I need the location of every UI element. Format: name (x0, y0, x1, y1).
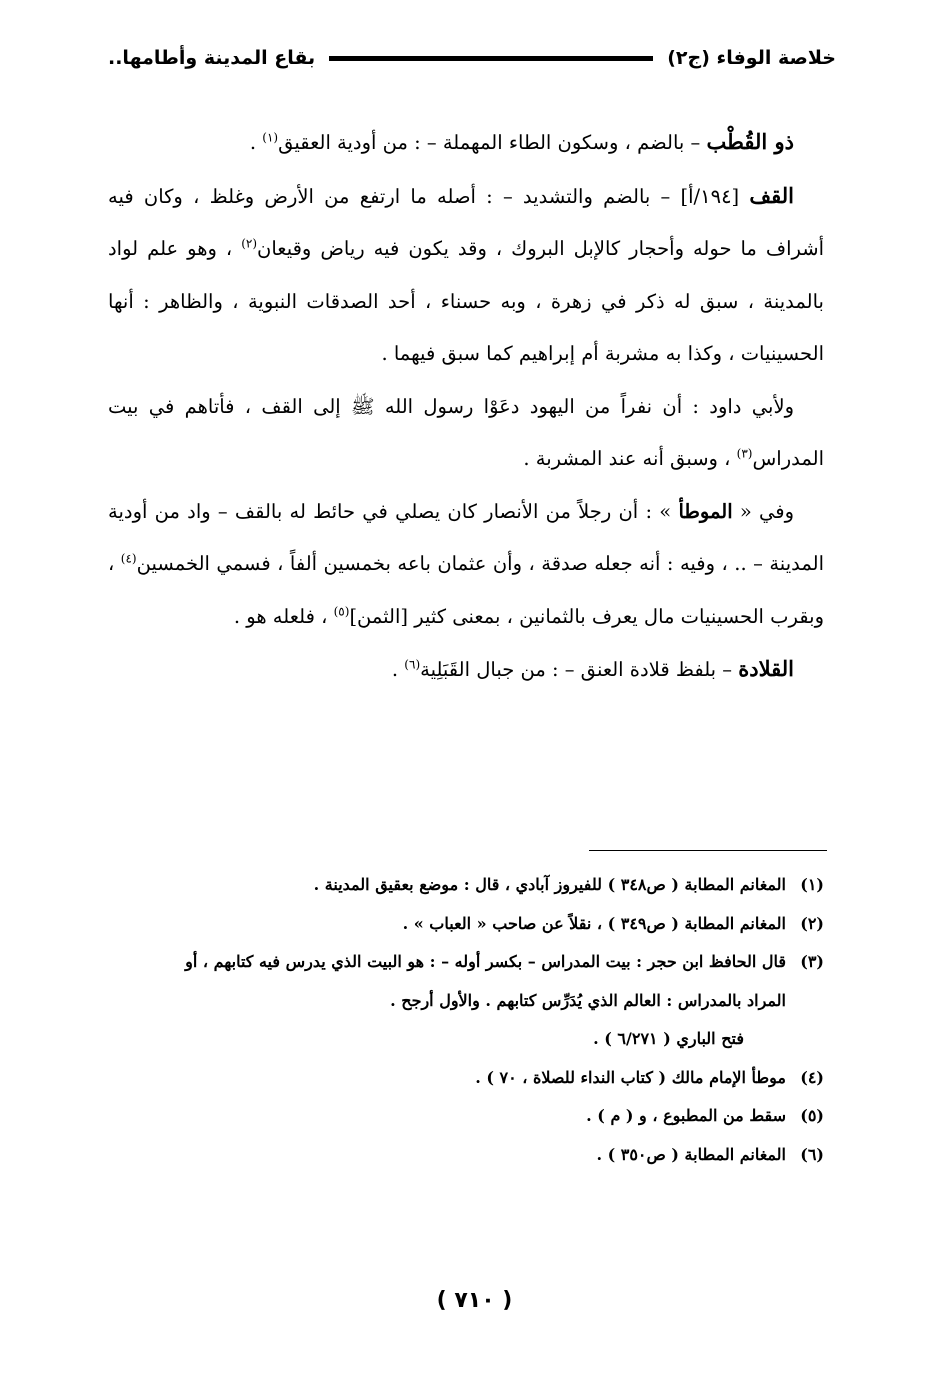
paragraph-text: ، فلعله هو . (233, 604, 334, 628)
footnote-number: (٣) (800, 952, 824, 971)
book-name: الموطأ (678, 499, 733, 523)
paragraph-abu-dawud (108, 381, 824, 486)
paragraph-text: . (391, 658, 405, 681)
footnote-number: (٤) (800, 1067, 824, 1087)
footnote-6 (108, 1136, 824, 1175)
paragraph-text: ولأبي داود : أن نفراً من اليهود دعَوْا رسول الله ﷺ إلى القف ، فأتاهم في بيت المدراس (108, 394, 824, 470)
paragraph-text: ، وهو علم لواد بالمدينة ، سبق له ذكر في زهرة ، وبه حسناء ، أحد الصدقات النبوية ، والظاهر : أنها الحسينيات ، وكذا به مشربة أم إبراهيم كما سبق فيهما . (108, 237, 824, 365)
footnote-number: (٥) (800, 1106, 824, 1125)
paragraph-al-quff (108, 170, 824, 381)
footnote-2 (108, 905, 824, 944)
header-rule (329, 56, 653, 61)
paragraph-text: [١٩٤/أ] – بالضم والتشديد – : أصله ما ارتفع من الأرض وغلظ ، وكان فيه أشراف ما حوله وأحجار كالإبل البروك ، وقد يكون فيه رياض وقيعان (108, 184, 825, 260)
paragraph-text: وفي « (732, 499, 794, 523)
footnote-number: (٢) (800, 913, 824, 933)
running-header (108, 38, 836, 78)
footnote-ref[interactable]: (٢) (241, 236, 258, 251)
footnote-3-continuation: المراد بالمدراس : العالم الذي يُدَرِّس كتابهم . والأول أرجح . (390, 990, 786, 1010)
paragraph-text: . (249, 131, 263, 154)
footnote-4 (108, 1059, 824, 1098)
page-number: ( ٧١٠ ) (436, 1288, 513, 1313)
paragraph-text: ، وبقرب الحسينيات مال يعرف بالثمانين ، بمعنى كثير [الثمن] (108, 552, 824, 628)
footnote-text: موطأ الإمام مالك ( كتاب النداء للصلاة ، ٧٠ ) . (475, 1067, 786, 1087)
paragraph-text: – بالضم ، وسكون الطاء المهملة – : من أودية العقيق (278, 131, 707, 154)
footnote-number: (١) (800, 875, 824, 894)
footnote-text: سقط من المطبوع ، و ( م ) . (586, 1106, 786, 1125)
footnote-number: (٦) (800, 1144, 824, 1164)
paragraph-text: ، وسبق أنه عند المشربة . (523, 447, 737, 470)
footnote-3 (108, 943, 824, 982)
entry-heading: القف (749, 182, 794, 208)
footnote-5 (108, 1097, 824, 1136)
section-title: بقاع المدينة وأطامها.. (108, 47, 316, 69)
footnote-ref[interactable]: (٥) (333, 604, 350, 618)
footnotes (108, 866, 824, 1174)
footnote-ref[interactable]: (١) (262, 130, 279, 145)
paragraph-text: – بلفظ قلادة العنق – : من جبال القَبَلِية (420, 658, 739, 681)
paragraph-text: » : أن رجلاً من الأنصار كان يصلي في حائط له بالقف – واد من أودية المدينة – .. ، وفيه : أنه جعله صدقة ، وأن عثمان باعه بخمسين ألفاً ، فسمي الخمسين (108, 499, 824, 575)
book-title: خلاصة الوفاء (ج٢) (667, 47, 836, 69)
footnote-text: قال الحافظ ابن حجر : بيت المدراس – بكسر أوله – : هو البيت الذي يدرس فيه كتابهم ، أو (185, 952, 786, 971)
entry-heading: القلادة (738, 656, 794, 681)
footnote-ref[interactable]: (٣) (736, 446, 753, 461)
footnote-text: المغانم المطابة ( ص٣٥٠ ) . (596, 1144, 786, 1164)
footnote-ref[interactable]: (٦) (404, 657, 421, 672)
footnote-separator (589, 850, 827, 851)
footnote-ref[interactable]: (٤) (120, 551, 137, 566)
footnote-3-reference: فتح الباري ( ٦/٢٧١ ) . (593, 1029, 744, 1048)
footnote-text: المغانم المطابة ( ص٣٤٩ ) ، نقلاً عن صاحب « العباب » . (402, 913, 786, 933)
entry-heading: ذو القُطْب (706, 129, 794, 154)
paragraph-al-qilada (108, 643, 824, 697)
footnote-text: المغانم المطابة ( ص٣٤٨ ) للفيروز آبادي ، قال : موضع بعقيق المدينة . (313, 875, 786, 894)
paragraph-dhu-al-qutb (108, 116, 824, 170)
main-text (108, 116, 824, 697)
paragraph-muwatta (108, 486, 824, 644)
footnote-1 (108, 866, 824, 905)
